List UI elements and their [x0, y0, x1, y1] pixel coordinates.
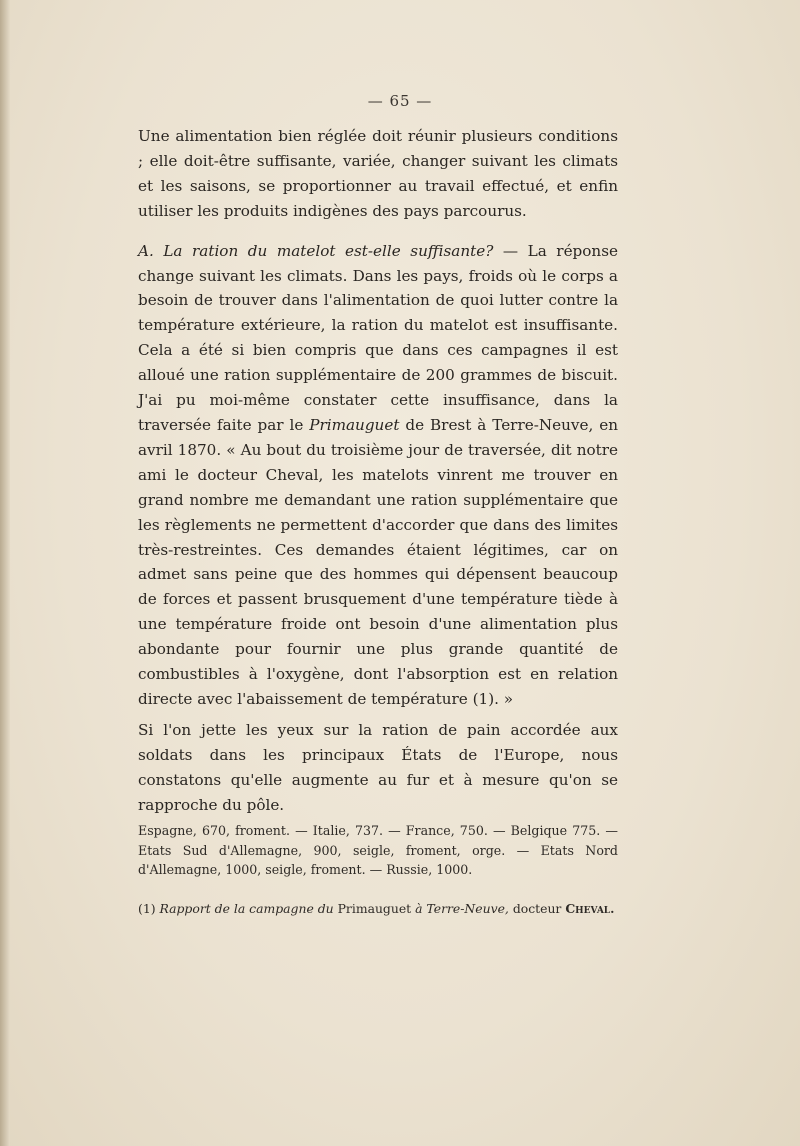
footnote-author: Cheval. [565, 900, 615, 916]
page-number: — 65 — [367, 92, 433, 110]
footnote-author-prefix: docteur [508, 900, 566, 916]
page-edge-shadow [0, 0, 10, 1146]
section-heading: La ration du matelot est-elle suffisante? [163, 241, 494, 260]
footnote-source: Rapport de la campagne du [159, 900, 334, 916]
paragraph-text-a: — La réponse change suivant les climats. Dans les pays, froids où le corps a besoin de trouver dans l'alimentation de quoi lutter contre la température extérieure, la ration du matelot est insuffisante. Cela a été si bien compris que dans ces campagnes il est alloué une ration supplémentaire de 200 grammes de biscuit. J'ai pu moi-même constater cette insuffisance, dans la traversée faite par le [138, 241, 618, 434]
footnote [138, 900, 618, 918]
paragraph-intro: Une alimentation bien réglée doit réunir plusieurs conditions ; elle doit-être suffisante, variée, changer suivant les climats et les saisons, se proportionner au travail effectué, et enfin utiliser les produits indigènes des pays parcourus. [138, 127, 618, 220]
ration-list: Espagne, 670, froment. — Italie, 737. — France, 750. — Belgique 775. — Etats Sud d'Allemagne, 900, seigle, froment, orge. — Etats Nord d'Allemagne, 1000, seigle, froment. — Russie, 1000. [138, 823, 618, 878]
paragraph-text-b: de Brest à Terre-Neuve, en avril 1870. « Au bout du troisième jour de traversée, dit notre ami le docteur Cheval, les matelots vinrent me trouver en grand nombre me demandant une ration supplémentaire que les règlements ne permettent d'accorder que dans des limites très-restreintes. Ces demandes étaient légitimes, car on admet sans peine que des hommes qui dépensent beaucoup de forces et passent brusquement d'une température tiède à une température froide ont besoin d'une alimentation plus abondante pour fournir une plus grande quantité de combustibles à l'oxygène, dont l'absorption est en relation directe avec l'abaissement de température (1). » [138, 415, 618, 708]
footnote-place: à Terre-Neuve, [415, 900, 509, 916]
section-letter: A. [138, 241, 154, 260]
paragraph-gap [138, 224, 618, 239]
paragraph-ration-question [138, 239, 618, 712]
footnote-ship: Primauguet [333, 900, 416, 916]
footnote-marker: (1) [138, 900, 160, 916]
body-text [138, 124, 618, 918]
paragraph-bread-ration: Si l'on jette les yeux sur la ration de pain accordée aux soldats dans les principaux États de l'Europe, nous constatons qu'elle augmente au fur et à mesure qu'on se rapproche du pôle. [138, 720, 618, 814]
ship-name: Primauguet [309, 415, 400, 434]
